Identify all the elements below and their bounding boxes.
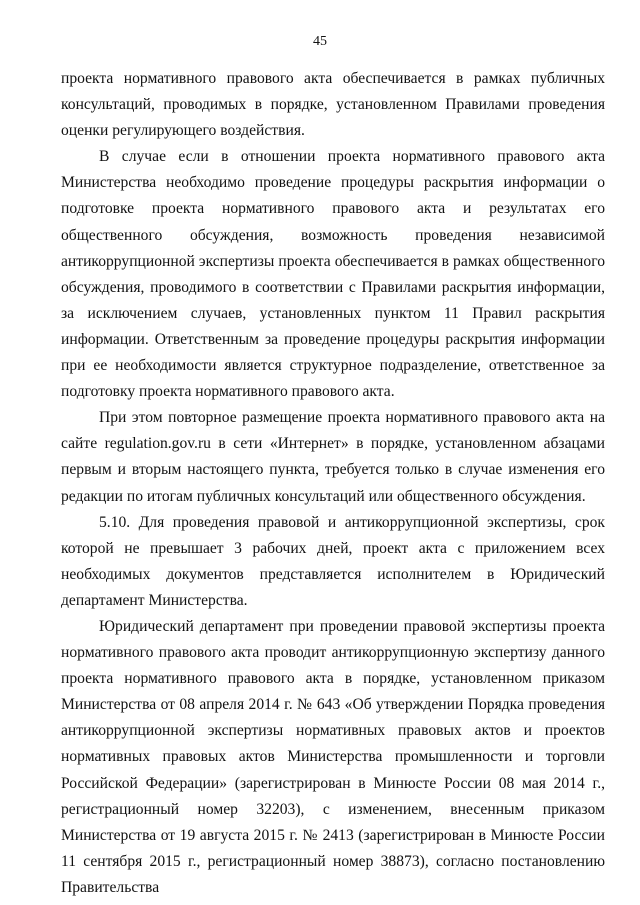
paragraph-repeated-placement: При этом повторное размещение проекта нормативного правового акта на сайте regulation.gov.ru в сети «Интернет» в порядке, установленном абзацами первым и вторым настоящего пункта, требуется только в случае изменения его редакции по итогам публичных консультаций или общественного обсуждения.	[61, 409, 605, 505]
paragraph-legal-department: Юридический департамент при проведении правовой экспертизы проекта нормативного правового акта проводит антикоррупционную экспертизу данного проекта нормативного правового акта в порядке, установленном приказом Министерства от 08 апреля 2014 г. № 643 «Об утверждении Порядка проведения антикоррупционной экспертизы нормативных правовых актов и проектов нормативных правовых актов Министерства промышленности и торговли Российской Федерации» (зарегистрирован в Минюсте России 08 мая 2014 г., регистрационный номер 32203), с изменением, внесенным приказом Министерства от 19 августа 2015 г. № 2413 (зарегистрирован в Минюсте России 11 сентября 2015 г., регистрационный номер 38873), согласно постановлению Правительства	[61, 617, 605, 896]
page-number: 45	[313, 34, 327, 49]
paragraph-disclosure-procedure: В случае если в отношении проекта нормативного правового акта Министерства необходимо проведение процедуры раскрытия информации о подготовке проекта нормативного правового акта и результатах его общественного обсуждения, возможность проведения независимой антикоррупционной экспертизы проекта обеспечивается в рамках общественного обсуждения, проводимого в соответствии с Правилами раскрытия информации, за исключением случаев, установленных пунктом 11 Правил раскрытия информации. Ответственным за проведение процедуры раскрытия информации при ее необходимости является структурное подразделение, ответственное за подготовку проекта нормативного правового акта.	[61, 148, 605, 401]
document-body	[61, 66, 605, 901]
paragraph-clause-5-10: 5.10. Для проведения правовой и антикоррупционной экспертизы, срок которой не превышает 3 рабочих дней, проект акта с приложением всех необходимых документов представляется исполнителем в Юридический департамент Министерства.	[61, 513, 605, 609]
paragraph-continuation: проекта нормативного правового акта обеспечивается в рамках публичных консультаций, проводимых в порядке, установленном Правилами проведения оценки регулирующего воздействия.	[61, 70, 605, 140]
